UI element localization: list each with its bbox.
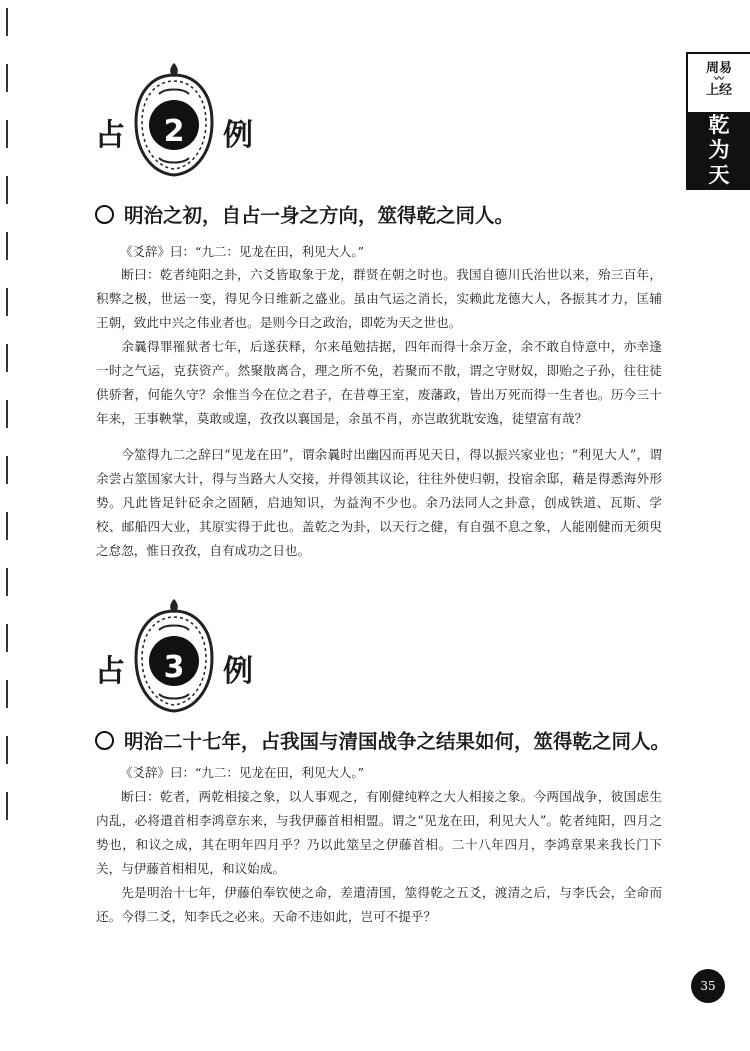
question-text: 明治之初，自占一身之方向，筮得乾之同人。 <box>124 204 515 227</box>
line-statement: 《爻辞》曰：“九二：见龙在田，利见大人。” <box>120 765 365 780</box>
divination-question <box>95 200 514 228</box>
binding-mark <box>6 120 8 148</box>
hollow-circle-icon <box>95 205 114 224</box>
section-heading <box>95 60 295 180</box>
binding-mark <box>6 176 8 204</box>
book-label <box>688 54 750 106</box>
section-heading <box>95 596 295 716</box>
heading-number: 3 <box>163 650 185 685</box>
binding-mark <box>6 624 8 652</box>
hollow-circle-icon <box>95 731 114 750</box>
page-number-badge: 35 <box>691 969 725 1003</box>
chapter-char: 天 <box>708 162 730 187</box>
chapter-label <box>688 112 750 188</box>
paragraph: 断曰：乾者纯阳之卦，六爻皆取象于龙，群贤在朝之时也。我国自德川氏治世以来，殆三百年，积弊之极，世运一变，得见今日维新之盛业。虽由气运之消长，实赖此龙德大人，各振其才力，匡辅王朝，致此中兴之伟业者也。是则今日之政治，即乾为天之世也。 <box>96 267 662 330</box>
tilde-ornament: 〰 <box>714 74 724 85</box>
question-text: 明治二十七年，占我国与清国战争之结果如何，筮得乾之同人。 <box>124 730 671 753</box>
paragraph: 先是明治十七年，伊藤伯奉钦使之命，差遣清国，筮得乾之五爻，渡清之后，与李氏会，全命而还。今得二爻，知李氏之必来。天命不违如此，岂可不提乎？ <box>96 885 662 924</box>
chapter-tab <box>686 52 750 190</box>
binding-mark <box>6 456 8 484</box>
binding-mark <box>6 792 8 820</box>
heading-number: 2 <box>163 114 185 149</box>
binding-mark <box>6 232 8 260</box>
book-label-line2: 上经 <box>705 83 732 98</box>
binding-mark <box>6 64 8 92</box>
heading-prefix: 占 <box>95 654 125 689</box>
paragraph: 余曩得罪罹狱者七年，后遂获释，尔来黾勉拮据，四年而得十余万金，余不敢自恃意中，亦幸逢一时之气运，克获资产。然聚散离合，理之所不免，若聚而不散，谓之守财奴，即贻之子孙，往往徒供骄奢，何能久守？余惟当今在位之君子，在昔尊王室，废藩政，皆出万死而得一生者也。历今三十年来，王事鞅掌，莫敢或遑，孜孜以襄国是，余虽不肖，亦岂敢犹耽安逸，徒望富有哉？ <box>96 339 662 426</box>
binding-mark <box>6 288 8 316</box>
heading-suffix: 例 <box>223 118 253 153</box>
binding-mark <box>6 568 8 596</box>
heading-prefix: 占 <box>95 118 125 153</box>
binding-marks <box>6 0 10 1051</box>
chapter-char: 乾 <box>708 112 730 137</box>
binding-mark <box>6 680 8 708</box>
heading-suffix: 例 <box>223 654 253 689</box>
line-statement: 《爻辞》曰：“九二：见龙在田，利见大人。” <box>120 244 365 259</box>
chapter-char: 为 <box>708 137 730 162</box>
book-label-line1: 周易 <box>705 61 732 76</box>
binding-mark <box>6 512 8 540</box>
binding-mark <box>6 736 8 764</box>
paragraph: 今筮得九二之辞曰“见龙在田”，谓余曩时出幽囚而再见天日，得以振兴家业也；“利见大人”，谓余尝占筮国家大计，得与当路大人交接，并得领其议论，往往外使归朝，投宿余邸，藉是得悉海外形势。凡此皆足针砭余之固陋，启迪知识，为益洵不少也。余乃法同人之卦意，创成铁道、瓦斯、学校、邮船四大业，其原实得于此也。盖乾之为卦，以天行之健，有自强不息之象，人能刚健而无须臾之怠忽，惟日孜孜，自有成功之日也。 <box>96 447 662 558</box>
binding-mark <box>6 8 8 36</box>
divination-question <box>95 726 670 754</box>
paragraph: 断曰：乾者，两乾相接之象，以人事观之，有刚健纯粹之大人相接之象。今两国战争，彼国虑生内乱，必将遣首相李鸿章东来，与我伊藤首相相盟。谓之“见龙在田，利见大人”。乾者纯阳，四月之势也，和议之成，其在明年四月乎？乃以此筮呈之伊藤首相。二十八年四月，李鸿章果来我长门下关，与伊藤首相相见，和议始成。 <box>96 789 662 876</box>
binding-mark <box>6 344 8 372</box>
binding-mark <box>6 400 8 428</box>
